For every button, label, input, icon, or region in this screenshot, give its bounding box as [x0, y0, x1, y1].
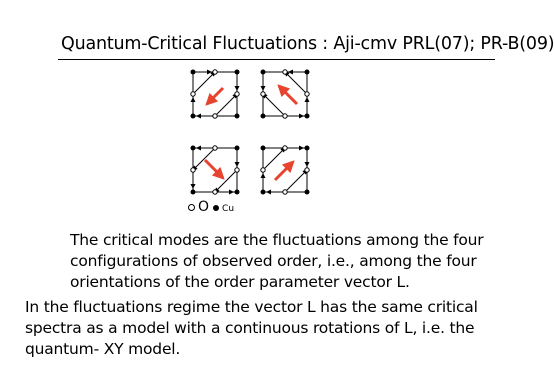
config-cell-bottom-right	[261, 146, 310, 195]
oxygen-open-circle-icon	[188, 204, 195, 211]
copper-label: Cu	[222, 204, 235, 214]
atom-legend	[188, 199, 234, 215]
slide-title: Quantum-Critical Fluctuations : Aji-cmv PRL(07); PR-B(09)	[61, 34, 554, 54]
paragraph-critical-modes: The critical modes are the fluctuations among the four configurations of observed order, i.e., among the four orientations of the order parameter vector L.	[70, 231, 484, 291]
order-configurations-figure	[165, 62, 335, 222]
config-cell-bottom-left	[191, 146, 240, 195]
copper-filled-circle-icon	[213, 205, 219, 211]
oxygen-label: O	[198, 199, 210, 215]
config-cell-top-left	[191, 70, 240, 119]
paragraph-fluctuations-regime: In the fluctuations regime the vector L has the same critical spectra as a model with a continuous rotations of L, i.e. the quantum- XY model.	[25, 298, 478, 358]
title-underline	[58, 59, 495, 60]
config-cell-top-right	[261, 70, 310, 119]
